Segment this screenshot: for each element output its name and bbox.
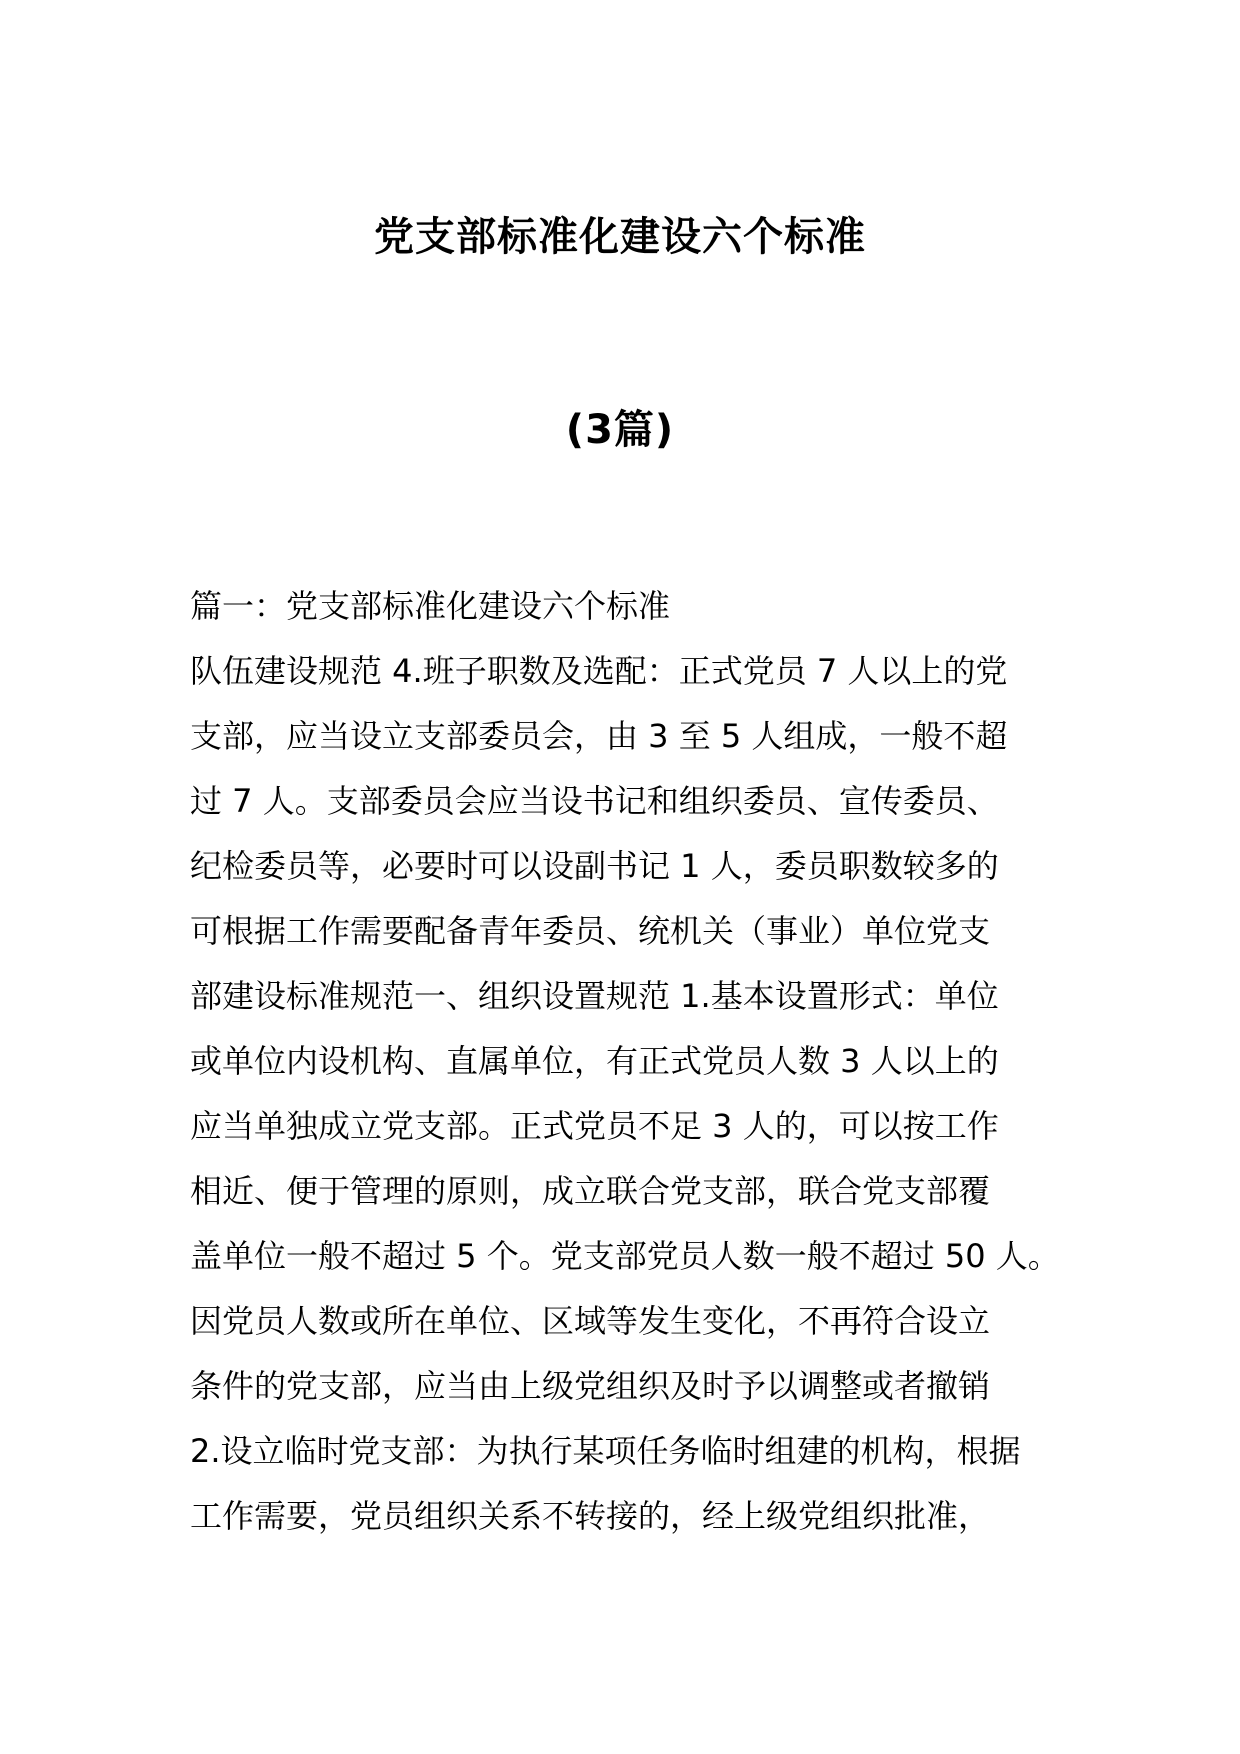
body-line: 部建设标准规范一、组织设置规范 1.基本设置形式：单位: [190, 977, 999, 1015]
body-line: 因党员人数或所在单位、区域等发生变化，不再符合设立: [190, 1302, 991, 1340]
body-line: 过 7 人。支部委员会应当设书记和组织委员、宣传委员、: [190, 782, 999, 820]
body-line: 盖单位一般不超过 5 个。党支部党员人数一般不超过 50 人。: [190, 1237, 1060, 1275]
body-line: 可根据工作需要配备青年委员、统机关（事业）单位党支: [190, 912, 991, 950]
body-line: 2.设立临时党支部：为执行某项任务临时组建的机构，根据: [190, 1432, 1021, 1470]
body-line: 条件的党支部，应当由上级党组织及时予以调整或者撤销: [190, 1367, 991, 1405]
document-title: 党支部标准化建设六个标准: [374, 214, 866, 260]
section-heading: 篇一：党支部标准化建设六个标准: [190, 587, 671, 625]
body-line: 纪检委员等，必要时可以设副书记 1 人，委员职数较多的: [190, 847, 999, 885]
body-line: 队伍建设规范 4.班子职数及选配：正式党员 7 人以上的党: [190, 652, 1008, 690]
body-line: 工作需要，党员组织关系不转接的，经上级党组织批准，: [190, 1497, 991, 1535]
body-line: 或单位内设机构、直属单位，有正式党员人数 3 人以上的: [190, 1042, 999, 1080]
document-body: [190, 574, 1070, 1549]
body-line: 支部，应当设立支部委员会，由 3 至 5 人组成，一般不超: [190, 717, 1008, 755]
body-line: 应当单独成立党支部。正式党员不足 3 人的，可以按工作: [190, 1107, 999, 1145]
body-line: 相近、便于管理的原则，成立联合党支部，联合党支部覆: [190, 1172, 991, 1210]
document-subtitle: (3篇): [565, 407, 675, 453]
